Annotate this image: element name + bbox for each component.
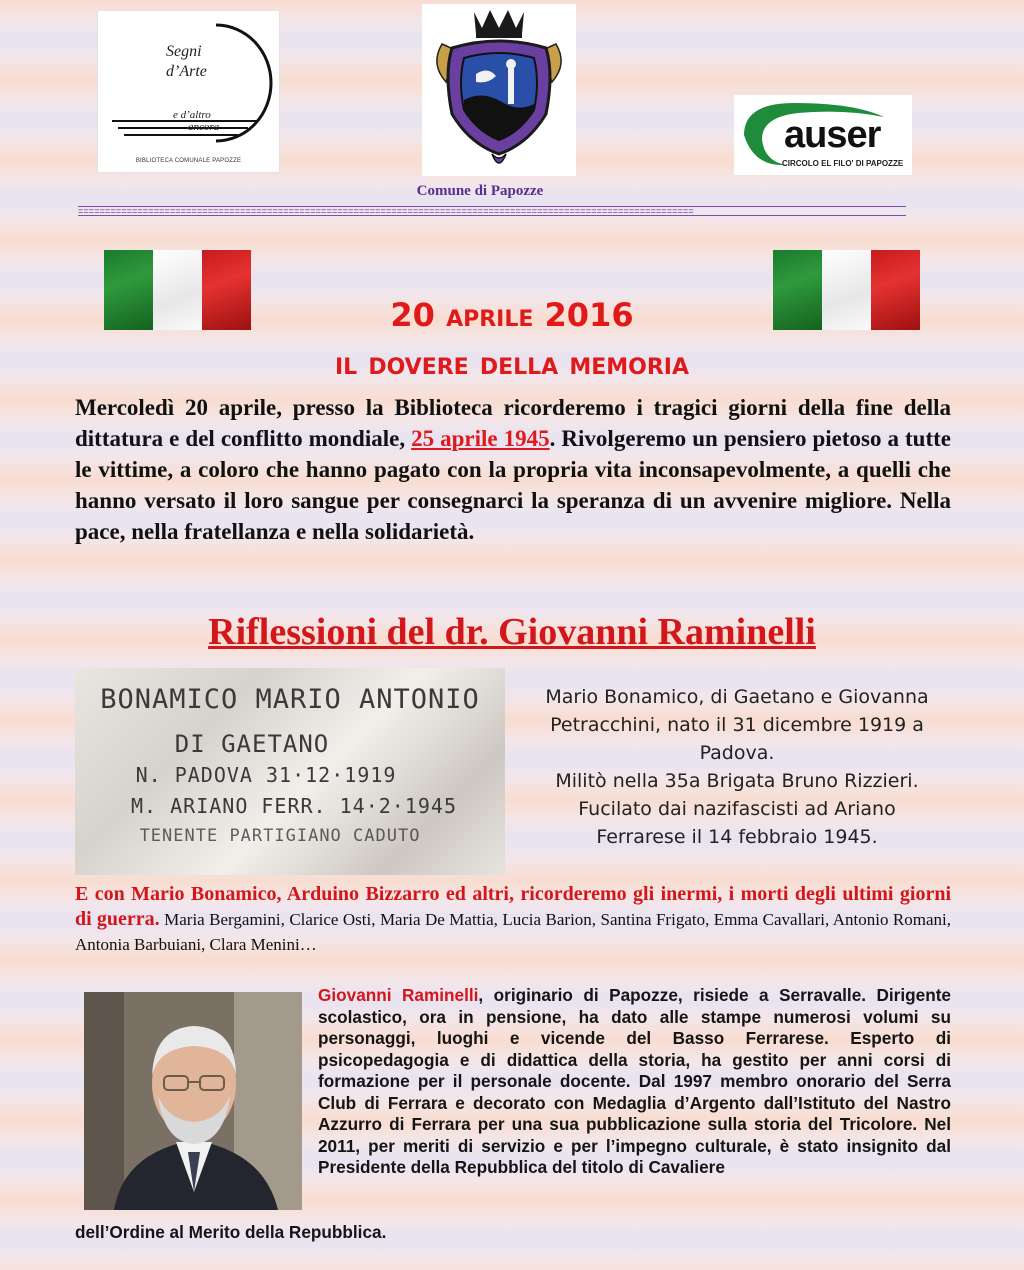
- plaque-line-rank: TENENTE PARTIGIANO CADUTO: [139, 826, 421, 846]
- reflections-heading: Riflessioni del dr. Giovanni Raminelli: [208, 611, 816, 653]
- bonamico-line: Padova.: [699, 742, 775, 764]
- segni-logo-text-1: Segni: [166, 43, 202, 60]
- victims-list: Maria Bergamini, Clarice Osti, Maria De Mattia, Lucia Barion, Santina Frigato, Emma Cavallari, Antonio Romani, Antonia Barbuiani, Clara Menini…: [75, 910, 951, 954]
- plaque-line-birth: N. PADOVA 31·12·1919: [135, 763, 397, 787]
- header-divider: ==================================================================================================================: [78, 206, 906, 216]
- raminelli-portrait-photo: [84, 992, 302, 1210]
- raminelli-biography: [318, 985, 951, 1179]
- auser-wordmark: auser: [784, 114, 881, 156]
- remembrance-lead: E con Mario Bonamico, Arduino Bizzarro ed altri, ricorderemo gli inermi, i morti degli ultimi giorni di guerra.: [75, 883, 951, 930]
- auser-subtitle: CIRCOLO EL FILO' DI PAPOZZE: [782, 159, 904, 168]
- segni-arte-emblem: [98, 11, 281, 174]
- portrait-figure: [84, 992, 302, 1210]
- auser-logo: [734, 95, 912, 175]
- raminelli-name: Giovanni Raminelli: [318, 985, 479, 1005]
- intro-text-2: . Rivolgeremo un pensiero pietoso a tutte le vittime, a coloro che hanno pagato con la propria vita inconsapevolmente, a quelli che hanno versato il loro sangue per consegnarci la speranza di un avvenire migliore. Nella pace, nella fratellanza e nella solidarietà.: [75, 426, 951, 544]
- intro-text-1: Mercoledì 20 aprile, presso la Biblioteca ricorderemo i tragici giorni della fine della dittatura e del conflitto mondiale,: [75, 395, 951, 451]
- intro-paragraph: [75, 392, 951, 547]
- raminelli-bio-last-line: dell’Ordine al Merito della Repubblica.: [75, 1222, 387, 1242]
- plaque-line-name: BONAMICO MARIO ANTONIO: [100, 684, 480, 715]
- segni-logo-footer: BIBLIOTECA COMUNALE PAPOZZE: [135, 158, 242, 164]
- bonamico-biography: [512, 683, 962, 851]
- segni-logo-text-2: d’Arte: [166, 63, 207, 80]
- segni-logo-text-4: ancora: [188, 121, 220, 133]
- event-main-title: il dovere della memoria: [334, 344, 690, 382]
- bonamico-line: Militò nella 35a Brigata Bruno Rizzieri.: [555, 770, 919, 792]
- bonamico-line: Petracchini, nato il 31 dicembre 1919 a: [550, 714, 924, 736]
- segni-logo-text-3: e d’altro: [173, 109, 211, 121]
- papozze-crest-logo: [422, 4, 576, 176]
- plaque-line-father: DI GAETANO: [174, 730, 330, 758]
- event-date-title: 20 aprile 2016: [390, 296, 634, 334]
- memorial-plaque-photo: [75, 668, 505, 875]
- liberation-date: 25 aprile 1945: [411, 426, 550, 451]
- plaque-line-death: M. ARIANO FERR. 14·2·1945: [130, 794, 458, 818]
- bonamico-line: Fucilato dai nazifascisti ad Ariano: [578, 798, 896, 820]
- bonamico-line: Ferrarese il 14 febbraio 1945.: [596, 826, 878, 848]
- remembrance-paragraph: [75, 882, 951, 957]
- comune-caption: Comune di Papozze: [416, 183, 544, 199]
- raminelli-bio-text: , originario di Papozze, risiede a Serravalle. Dirigente scolastico, ora in pensione, ha dato alle stampe numerosi volumi su personaggi, luoghi e vicende del Basso Ferrarese. Esperto di psicopedagogia e di didattica della storia, ha gestito per anni corsi di formazione per il personale docente. Dal 1997 membro onorario del Serra Club di Ferrara e decorato con Medaglia d’Argento dall’Istituto del Nastro Azzurro di Ferrara per una sua pubblicazione sulla storia del Tricolore. Nel 2011, per meriti di servizio e per l’impegno culturale, è stato insignito dal Presidente della Repubblica del titolo di Cavaliere: [318, 985, 951, 1177]
- bonamico-line: Mario Bonamico, di Gaetano e Giovanna: [545, 686, 929, 708]
- crest-icon: [422, 4, 576, 176]
- segni-arte-logo: [97, 10, 280, 173]
